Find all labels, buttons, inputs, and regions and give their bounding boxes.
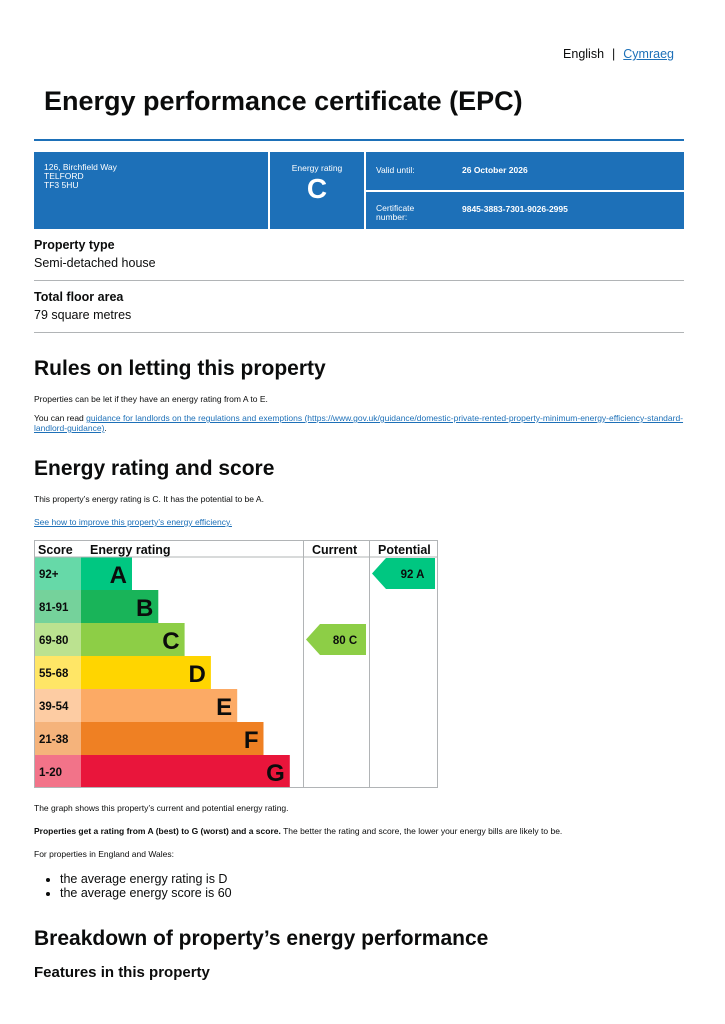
band-score-label: 21-38 <box>39 734 69 746</box>
letting-guidance-prefix: You can read <box>34 413 87 423</box>
improve-efficiency-link[interactable]: See how to improve this property’s energy efficiency. <box>34 517 232 527</box>
landlord-guidance-link[interactable]: guidance for landlords on the regulations and exemptions (https://www.gov.uk/guidance/domestic-private-rented-property-minimum-energy-efficiency-standard-landlord-guidance) <box>34 413 684 433</box>
floor-area-label: Total floor area <box>34 290 124 304</box>
energy-rating-value: C <box>306 173 328 204</box>
energy-rating-text: This property’s energy rating is C. It has the potential to be A. <box>34 494 264 504</box>
floor-area-value: 79 square metres <box>34 308 132 322</box>
letting-guidance-paragraph <box>34 413 684 433</box>
address-line: 126, Birchfield Way <box>44 162 117 172</box>
band-bar <box>81 755 290 788</box>
band-score-label: 55-68 <box>39 668 69 680</box>
energy-rating-chart-svg <box>34 540 438 788</box>
chart-header-0: Score <box>38 543 73 557</box>
epc-summary <box>34 152 684 229</box>
chart-header-2: Current <box>312 543 358 557</box>
band-letter: D <box>188 661 206 688</box>
rating-explanation-bold: Properties get a rating from A (best) to G (worst) and a score. <box>34 826 281 836</box>
energy-rating-chart <box>34 540 438 788</box>
band-score-label: 81-91 <box>39 602 69 614</box>
breakdown-heading: Breakdown of property’s energy performance <box>34 927 489 950</box>
band-letter: A <box>109 562 127 589</box>
improve-efficiency-paragraph <box>34 517 684 527</box>
band-score-label: 69-80 <box>39 635 69 647</box>
list-item: • the average energy rating is D <box>60 872 232 886</box>
property-type-value: Semi-detached house <box>34 256 156 270</box>
band-score-label: 39-54 <box>39 701 69 713</box>
energy-rating-label: Energy rating <box>291 163 343 173</box>
band-letter: F <box>243 727 259 754</box>
certificate-number-label: Certificate number: <box>376 203 415 222</box>
chart-header-3: Potential <box>378 543 431 557</box>
certificate-number-block <box>366 192 684 229</box>
band-letter: G <box>266 760 285 787</box>
address-block <box>34 152 268 229</box>
language-welsh-link[interactable]: Cymraeg <box>623 47 674 61</box>
chart-header-1: Energy rating <box>90 543 171 557</box>
potential-rating-label: 92 A <box>400 569 425 581</box>
language-english: English <box>563 47 605 61</box>
band-score-label: 1-20 <box>39 767 63 779</box>
band-letter: C <box>162 628 180 655</box>
valid-until-label: Valid until: <box>376 165 415 175</box>
valid-until-block <box>366 152 684 190</box>
band-letter: E <box>216 694 233 721</box>
rating-explanation <box>34 826 684 836</box>
letting-text: Properties can be let if they have an energy rating from A to E. <box>34 394 268 404</box>
average-list <box>34 872 232 900</box>
divider <box>34 332 684 333</box>
band-bar <box>81 722 264 755</box>
list-item: • the average energy score is 60 <box>60 886 232 900</box>
letting-heading: Rules on letting this property <box>34 357 326 380</box>
energy-rating-heading: Energy rating and score <box>34 457 275 480</box>
title-divider <box>34 139 684 141</box>
divider <box>34 280 684 281</box>
current-rating-label: 80 C <box>332 635 358 647</box>
certificate-number-value: 9845-3883-7301-9026-2995 <box>462 204 568 214</box>
language-separator: | <box>612 47 616 61</box>
rating-explanation-rest: The better the rating and score, the lower your energy bills are likely to be. <box>280 826 563 836</box>
england-wales-text: For properties in England and Wales: <box>34 849 175 859</box>
band-score-label: 92+ <box>39 569 59 581</box>
features-heading: Features in this property <box>34 964 210 981</box>
property-type-label: Property type <box>34 238 115 252</box>
band-letter: B <box>135 595 154 622</box>
address-line: TELFORD <box>44 171 84 181</box>
energy-rating-block <box>270 152 364 229</box>
language-switcher <box>563 47 674 61</box>
valid-until-value: 26 October 2026 <box>462 165 528 175</box>
graph-caption: The graph shows this property’s current and potential energy rating. <box>34 803 289 813</box>
address-line: TF3 5HU <box>44 180 79 190</box>
band-bar <box>81 689 237 722</box>
letting-guidance-suffix: . <box>104 423 107 433</box>
page-title: Energy performance certificate (EPC) <box>44 86 523 116</box>
